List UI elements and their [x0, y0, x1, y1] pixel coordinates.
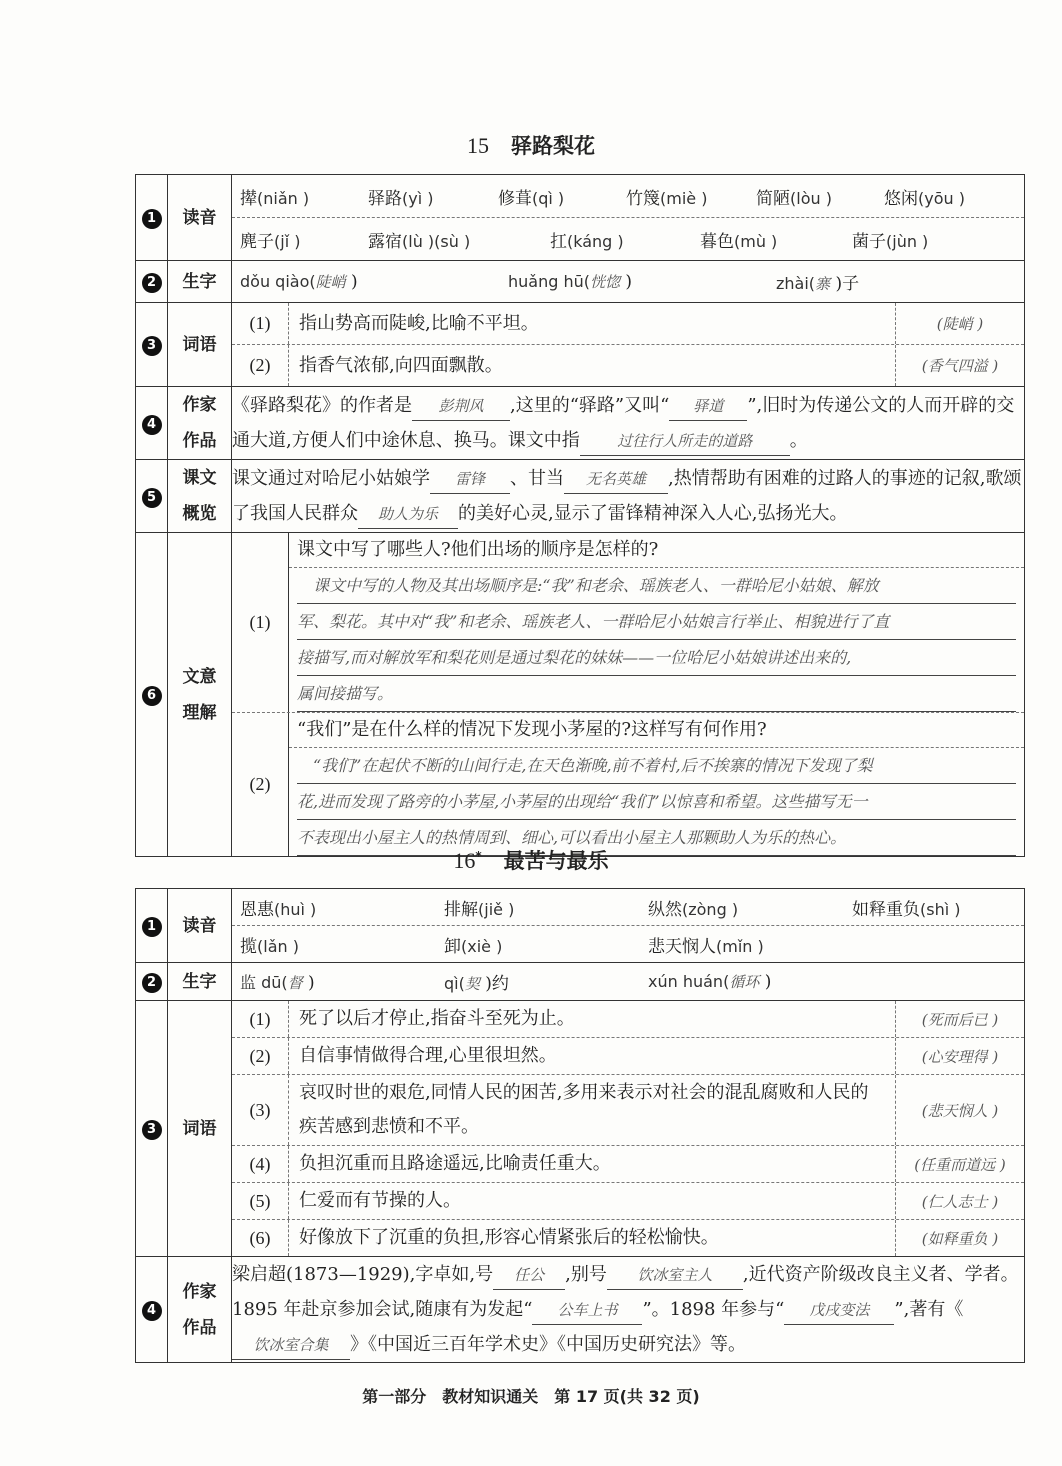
ciyu-label: 词语 [168, 1001, 232, 1257]
s16-reading-row: 1 读音 恩惠(huì ) 排解(jiě ) 纵然(zòng ) 如释重负(shì ) 揽(lǎn ) 卸(xiè ) 悲天悯人(mǐn ) [136, 889, 1025, 963]
s15-summary-row: 5 课文 概览 课文通过对哈尼小姑娘学 雷锋 、甘当 无名英雄 ,热情帮助有困难的过路人的事迹的记叙,歌颂了我国人民群众 助人为乐 的美好心灵,显示了雷锋精神深入人心,弘扬光大。 [136, 460, 1025, 533]
section-16-number: 16 [453, 848, 476, 873]
badge-1: 1 [142, 209, 162, 229]
shengzi-label: 生字 [168, 261, 232, 303]
s16-author-row: 4 作家 作品 梁启超(1873—1929),字卓如,号 任公 ,别号 饮冰室主人 ,近代资产阶级改良主义者、学者。1895 年赴京参加会试,随康有为发起“ 公车上书 ”。1898 年参与“ 戊戌变法 ”,著有《饮冰室合集 》《中国近三百年学术史》《中国历史研究法》等。 [136, 1257, 1025, 1363]
s15-author-text: 《驿路梨花》的作者是 彭荆风 ,这里的“驿路”又叫“ 驿道 ”,旧时为传递公文的人而开辟的交通大道,方便人们中途休息、换马。课文中指 过往行人所走的道路 。 [232, 387, 1025, 460]
badge-2: 2 [142, 273, 162, 293]
section-15-title [0, 130, 1062, 160]
page-footer: 第一部分 教材知识通关 第 17 页(共 32 页) [362, 1387, 700, 1406]
s15-understanding-row: 6 文意 理解 (1) 课文中写了哪些人?他们出场的顺序是怎样的? 课文中写的人物及其出场顺序是:“我”和老余、瑶族老人、一群哈尼小姑娘、解放 军、梨花。其中对“我”和老余、瑶族老人、一群哈尼小姑娘言行举止、相貌进行了直 接描写,而对解放军和梨花则是通过梨花的妹妹——一位哈尼小姑娘讲述出来的, 属间接描写。 (2) “我们”是在什么样的情况下发现小茅屋的?这样写有何作用? “我们”在起伏不断的山间行走,在天色渐晚,前不着村,后不挨寨的情况下发现了梨 花,进而发现了路旁的小茅屋,小茅屋的出现给“我们”以惊喜和希望。这些描写无一 不表现出小屋主人的热情周到、细心,可以看出小屋主人那颗助人为乐的热心。 [136, 533, 1025, 857]
s15-shengzi-row: 2 生字 dǒu qiào(陡峭 ) huǎng hū(恍惚 ) zhài(寨 )子 [136, 261, 1025, 303]
s15-author-row: 4 作家 作品 《驿路梨花》的作者是 彭荆风 ,这里的“驿路”又叫“ 驿道 ”,旧时为传递公文的人而开辟的交通大道,方便人们中途休息、换马。课文中指 过往行人所走的道路 。 [136, 387, 1025, 460]
ciyu-item: (1) 指山势高而陡峻,比喻不平坦。 (陡峭 ) [232, 303, 1024, 344]
reading-label: 读音 [168, 889, 232, 963]
understanding-item-2: (2) “我们”是在什么样的情况下发现小茅屋的?这样写有何作用? “我们”在起伏不断的山间行走,在天色渐晚,前不着村,后不挨寨的情况下发现了梨 花,进而发现了路旁的小茅屋,小茅屋的出现给“我们”以惊喜和希望。这些描写无一 不表现出小屋主人的热情周到、细心,可以看出小屋主人那颗助人为乐的热心。 [232, 713, 1024, 856]
section-15-number: 15 [467, 133, 489, 158]
shengzi-label: 生字 [168, 963, 232, 1001]
section-16-name: 最苦与最乐 [503, 849, 609, 873]
section-15-name: 驿路梨花 [511, 134, 595, 158]
badge-1: 1 [142, 917, 162, 937]
ciyu-item: (1) 死了以后才停止,指奋斗至死为止。 (死而后已 ) [232, 1001, 1024, 1037]
s16-shengzi-row: 2 生字 监 dū(督 ) qì(契 )约 xún huán(循环 ) [136, 963, 1025, 1001]
badge-5: 5 [142, 488, 162, 508]
ciyu-label: 词语 [168, 303, 232, 387]
section-16-title: 16* 最苦与最乐 [453, 848, 609, 873]
section-16-table [135, 888, 1025, 1363]
understanding-item-1: (1) 课文中写了哪些人?他们出场的顺序是怎样的? 课文中写的人物及其出场顺序是:“我”和老余、瑶族老人、一群哈尼小姑娘、解放 军、梨花。其中对“我”和老余、瑶族老人、一群哈尼小姑娘言行举止、相貌进行了直 接描写,而对解放军和梨花则是通过梨花的妹妹——一位哈尼小姑娘讲述出来的, 属间接描写。 [232, 533, 1024, 713]
badge-3: 3 [142, 1120, 162, 1140]
s15-ciyu-row [136, 303, 1025, 387]
s15-summary-text: 课文通过对哈尼小姑娘学 雷锋 、甘当 无名英雄 ,热情帮助有困难的过路人的事迹的记叙,歌颂了我国人民群众 助人为乐 的美好心灵,显示了雷锋精神深入人心,弘扬光大。 [232, 460, 1025, 533]
ciyu-item: (4) 负担沉重而且路途遥远,比喻责任重大。 (任重而道远 ) [232, 1145, 1024, 1182]
ciyu-item: (3) 哀叹时世的艰危,同情人民的困苦,多用来表示对社会的混乱腐败和人民的疾苦感到悲愤和不平。 (悲天悯人 ) [232, 1074, 1024, 1145]
section-15-table [135, 174, 1025, 857]
badge-2: 2 [142, 973, 162, 993]
ciyu-item: (5) 仁爱而有节操的人。 (仁人志士 ) [232, 1182, 1024, 1219]
s16-ciyu-row [136, 1001, 1025, 1257]
s16-author-text: 梁启超(1873—1929),字卓如,号 任公 ,别号 饮冰室主人 ,近代资产阶级改良主义者、学者。1895 年赴京参加会试,随康有为发起“ 公车上书 ”。1898 年参与“ 戊戌变法 ”,著有《饮冰室合集 》《中国近三百年学术史》《中国历史研究法》等。 [232, 1257, 1025, 1363]
badge-4: 4 [142, 415, 162, 435]
ciyu-item: (2) 指香气浓郁,向四面飘散。 (香气四溢 ) [232, 344, 1024, 386]
badge-6: 6 [142, 686, 162, 706]
badge-4: 4 [142, 1301, 162, 1321]
s15-reading-row: 1 读音 撵(niǎn ) 驿路(yì ) 修葺(qì ) 竹篾(miè ) 简陋(lòu ) 悠闲(yōu ) 麂子(jǐ ) 露宿(lù )(sù ) 扛(káng ) 暮色(mù ) 菌子(jùn ) [136, 175, 1025, 261]
ciyu-item: (2) 自信事情做得合理,心里很坦然。 (心安理得 ) [232, 1037, 1024, 1074]
ciyu-item: (6) 好像放下了沉重的负担,形容心情紧张后的轻松愉快。 (如释重负 ) [232, 1219, 1024, 1256]
badge-3: 3 [142, 336, 162, 356]
reading-label: 读音 [168, 175, 232, 261]
